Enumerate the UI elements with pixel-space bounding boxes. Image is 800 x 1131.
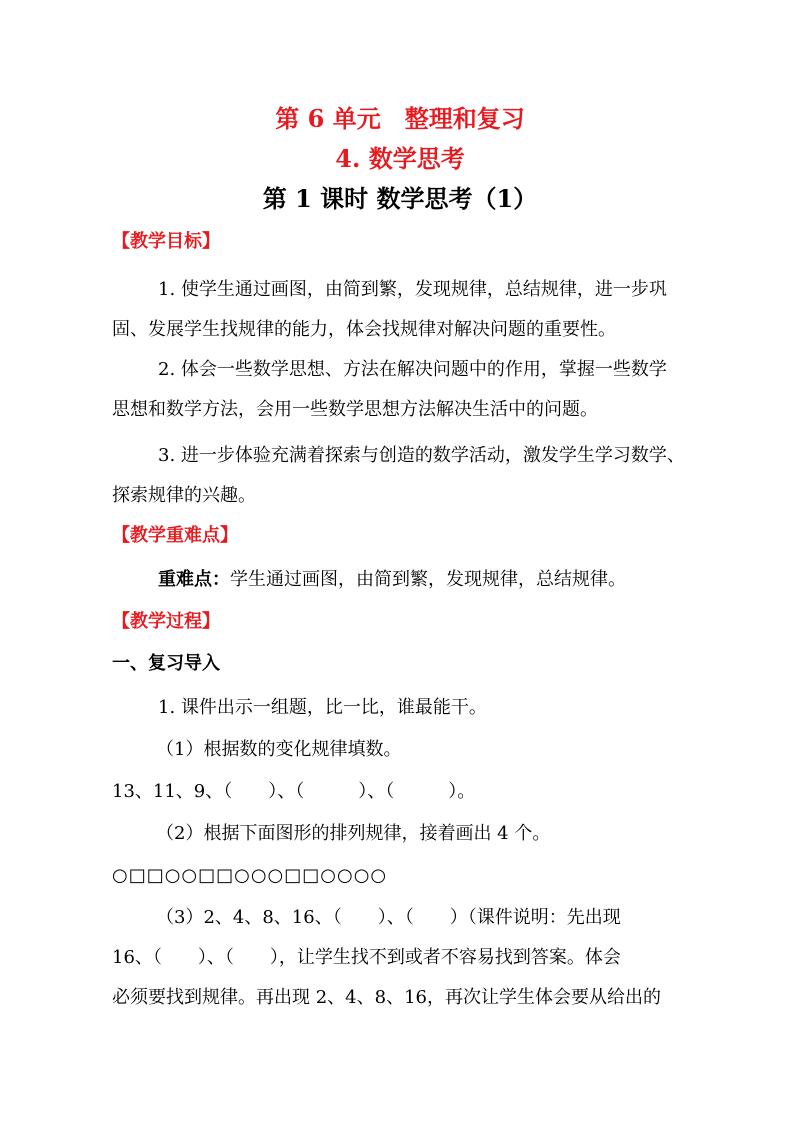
section-title: 4. 数学思考 [335,144,465,173]
question-3-line-3: 必须要找到规律。再出现 2、4、8、16，再次让学生体会要从给出的 [112,987,661,1008]
question-1: （1）根据数的变化规律填数。 [156,739,402,760]
question-2: （2）根据下面图形的排列规律，接着画出 4 个。 [156,823,551,844]
unit-title: 第 6 单元 整理和复习 [275,104,525,133]
objective-1-line-1: 1. 使学生通过画图，由简到繁，发现规律，总结规律，进一步巩 [158,279,667,300]
shape-sequence: ○□□○○□□○○○□□○○○○ [112,865,388,886]
question-3-line-2: 16、（ ）、（ ），让学生找不到或者不容易找到答案。体会 [112,947,621,968]
question-3-line-1: （3）2、4、8、16、（ ）、（ ）（课件说明：先出现 [156,907,621,928]
objective-3-line-1: 3. 进一步体验充满着探索与创造的数学活动，激发学生学习数学、 [158,445,685,466]
process-paragraph-1: 1. 课件出示一组题，比一比，谁最能干。 [158,697,487,718]
part-1-title: 一、复习导入 [112,653,220,674]
objective-1-line-2: 固、发展学生找规律的能力，体会找规律对解决问题的重要性。 [112,319,616,340]
objective-2-line-2: 思想和数学方法，会用一些数学思想方法解决生活中的问题。 [112,399,598,420]
lesson-title: 第 1 课时 数学思考（1） [262,184,538,213]
key-points-heading: 【教学重难点】 [112,525,238,546]
objective-2-line-1: 2. 体会一些数学思想、方法在解决问题中的作用，掌握一些数学 [158,359,667,380]
process-heading: 【教学过程】 [112,611,220,632]
objective-3-line-2: 探索规律的兴趣。 [112,485,256,506]
key-points-paragraph [158,568,686,592]
key-points-text: 学生通过画图，由简到繁，发现规律，总结规律。 [230,569,626,590]
objectives-heading: 【教学目标】 [112,231,220,252]
question-1-answer: 13、11、9、（ ）、（ ）、（ ）。 [112,781,476,802]
key-points-label: 重难点： [158,569,230,590]
